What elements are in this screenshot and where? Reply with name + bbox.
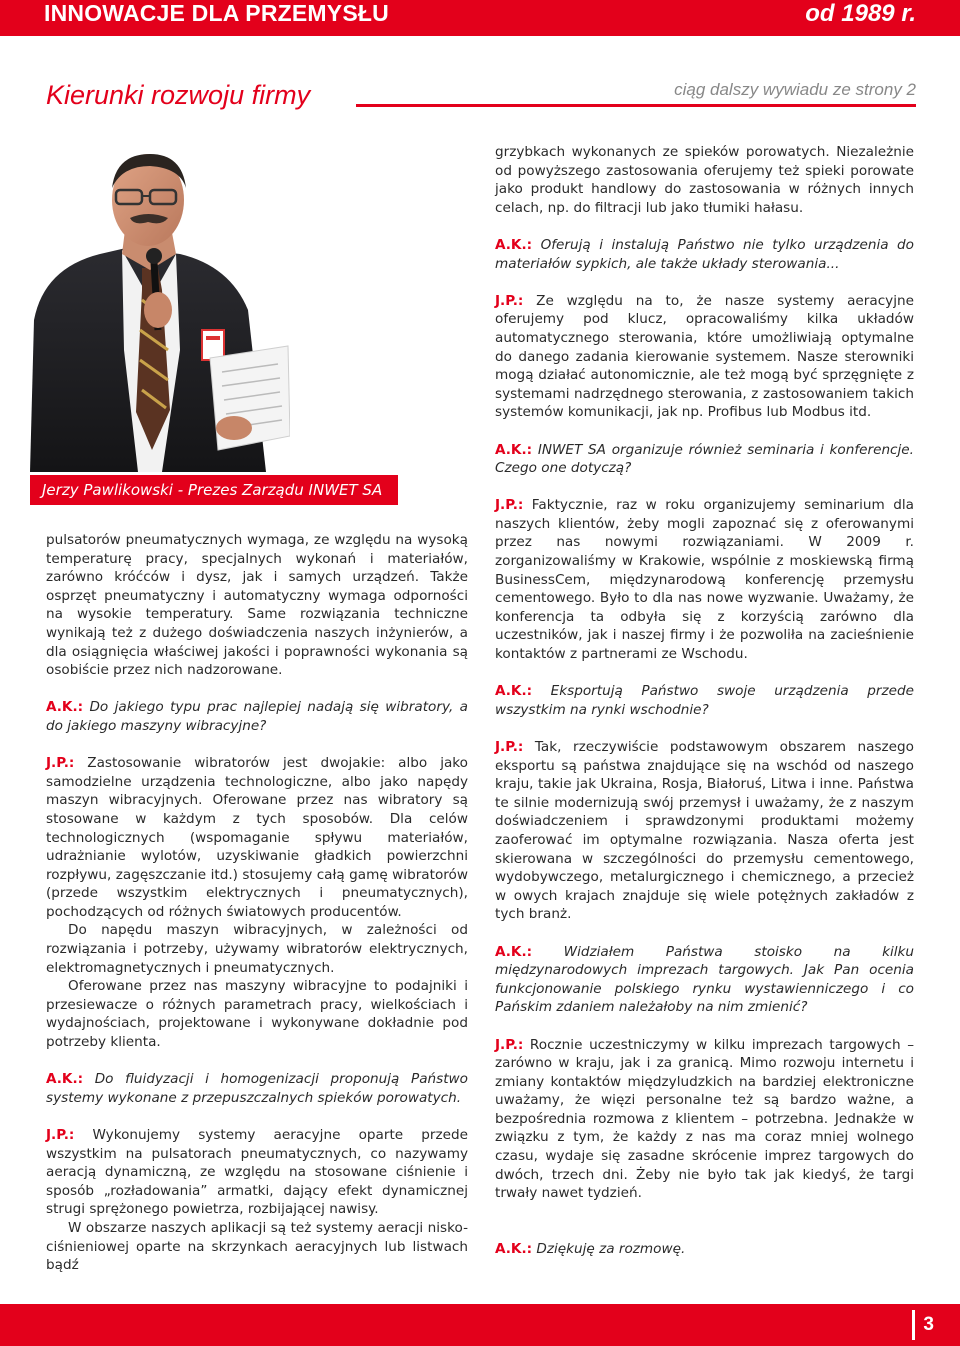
continued-note: ciąg dalszy wywiadu ze strony 2 [674, 80, 916, 99]
section-title: Kierunki rozwoju firmy [46, 80, 311, 110]
question [495, 236, 914, 273]
question-text: Do fluidyzacji i homogenizacji proponują Państwo systemy wykonane z przepuszczalnych spieków porowatych. [46, 1071, 468, 1106]
interviewee-label: J.P.: [46, 755, 75, 772]
question [46, 1070, 468, 1107]
interviewee-label: J.P.: [495, 292, 524, 309]
question [46, 698, 468, 735]
paragraph: pulsatorów pneumatycznych wymaga, ze względu na wysoką temperaturę pracy, specjalnych wykonań i materiałów, zarówno króćców i dysz, jak i samych urządzeń. Także osprzęt pneumatyczny i automatyczny wymaga odporności na wysokie temperatury. Same rozwiązania techniczne wynikają też z dużego doświadczenia naszych inżynierów, a dla osiągnięcia właściwej jakości i poprawności wykonania są osobiście przez nich nadzorowane. [46, 532, 468, 679]
footer-bar [0, 1304, 960, 1346]
interviewer-label: A.K.: [46, 699, 84, 716]
question [495, 441, 914, 478]
interviewer-label: A.K.: [495, 236, 533, 253]
answer [46, 1126, 468, 1219]
header-since: od 1989 r. [805, 0, 916, 27]
paragraph: Oferowane przez nas maszyny wibracyjne to podajniki i przesiewacze o różnych parametrach pracy, wielkościach i wydajnościach, projektowane i wykonywane dokładnie pod potrzeby klienta. [46, 978, 468, 1051]
photo-caption: Jerzy Pawlikowski - Prezes Zarządu INWET SA [30, 475, 398, 505]
question [495, 943, 914, 1017]
answer-text: Faktycznie, raz w roku organizujemy seminarium dla naszych klientów, żeby mogli zapoznać się z oferowanymi przez nas nowymi rozwiązaniami. W 2009 r. zorganizowaliśmy w Krakowie, wspólnie z moskiewską firmą BusinessCem, międzynarodową konferencję przemysłu cementowego. Było to dla nas nowe wyzwanie. Uważamy, że konferencja ta odbyła się z korzyścią zarówno dla uczestników, jak i naszej firmy i że pozwoliła na zacieśnienie kontaktów z partnerami ze Wschodu. [495, 497, 914, 663]
question-text: Do jakiego typu prac najlepiej nadają się wibratory, a do jakiego maszyny wibracyjne? [46, 699, 468, 734]
answer [495, 292, 914, 422]
answer [46, 754, 468, 921]
paragraph: Do napędu maszyn wibracyjnych, w zależności od rozwiązania i potrzeby, używamy wibratorów elektrycznych, elektromagnetycznych i pneumatycznych. [46, 922, 468, 976]
question-text: INWET SA organizuje również seminaria i konferencje. Czego one dotyczą? [495, 441, 914, 477]
interviewer-label: A.K.: [46, 1071, 84, 1088]
answer-text: Rocznie uczestniczymy w kilku imprezach targowych – zarówno w kraju, jak i za granicą. Mimo rozwoju internetu i zmiany kontaktów międzyludzkich na bardziej elektroniczne uważamy, że więzi personalne też są bardzo ważne, a bezpośrednia rozmowa z klientem – potrzebna. Jednakże w związku z tym, że każdy z nas ma coraz mniej wolnego czasu, wydaje się zasadne skrócenie imprez targowych do dwóch, trzech dni. Żeby nie było tak jak kiedyś, że targi trwały nawet tydzień. [495, 1036, 914, 1202]
question-text: Eksportują Państwo swoje urządzenia przede wszystkim na rynki wschodnie? [495, 683, 915, 718]
interviewer-label: A.K.: [495, 683, 533, 700]
answer-text: Ze względu na to, że nasze systemy aeracyjne oferujemy pod klucz, opracowaliśmy kilka układów automatycznego sterowania, które umożliwiają optymalne do danego zadania kierowanie systemem. Nasze sterowniki mogą działać autonomicznie, ale też mogą być sprzęgnięte z systemami nadrzędnego sterowania, z zastosowaniem takich systemów komunikacji, jak np. Profibus lub Modbus itd. [495, 292, 914, 421]
header-bar [0, 0, 960, 36]
interviewee-label: J.P.: [495, 1036, 524, 1053]
paragraph: W obszarze naszych aplikacji są też systemy aeracji nisko-ciśnieniowej oparte na skrzynkach aeracyjnych lub listwach bądź [46, 1219, 468, 1274]
left-column [46, 531, 468, 1275]
question-text: Oferują i instalują Państwo nie tylko urządzenia do materiałów sypkich, ale także układy sterowania... [495, 236, 914, 272]
interviewer-label: A.K.: [495, 441, 533, 458]
closing-remark [495, 1240, 914, 1259]
answer [495, 496, 914, 663]
right-column [495, 143, 914, 1277]
answer-text: Zastosowanie wibratorów jest dwojakie: albo jako samodzielne urządzenia technologiczne, albo jako napędy maszyn wibracyjnych. Oferowane przez nas wibratory są stosowane w każdym z tych sposobów. Dla celów technologicznych (wspomaganie spływu materiałów, udrażnianie wylotów, uzyskiwanie gładkich powierzchni rozpływu, zagęszczanie itd.) stosujemy całą gamę wibratorów (przede wszystkim elektrycznych i pneumatycznych), pochodzących od różnych światowych producentów. [46, 755, 469, 920]
page-number: 3 [912, 1310, 934, 1340]
question-text: Widziałem Państwa stoisko na kilku międzynarodowych imprezach targowych. Jak Pan ocenia funkcjonowanie polskiego rynku wystawienniczego i co Pańskim zdaniem należałoby na nim zmienić? [495, 943, 914, 1016]
portrait-photo [30, 150, 290, 472]
answer [495, 738, 914, 924]
answer-text: Tak, rzeczywiście podstawowym obszarem naszego eksportu są państwa znajdujące się na wschód od naszego kraju, takie jak Ukraina, Rosja, Białoruś, Litwa i inne. Państwa te silnie modernizują swój przemysł i uważamy, że z naszym doświadczeniem i sprawdzonymi produktami możemy zaoferować im optymalne rozwiązania. Nasza oferta jest skierowana w szczególności do przemysłu cementowego, wydobywczego, metalurgicznego i chemicznego, a przecież w owych krajach znajduje się wiele potężnych zakładów z tych branż. [495, 739, 914, 923]
answer [495, 1036, 914, 1203]
paragraph: grzybkach wykonanych ze spieków porowatych. Niezależnie od powyższego zastosowania oferujemy też spieki porowate jako produkt handlowy do zastosowania w różnych innych celach, np. do filtracji lub jako tłumiki hałasu. [495, 144, 914, 216]
interviewer-label: A.K.: [495, 1240, 533, 1257]
interviewee-label: J.P.: [495, 739, 524, 755]
title-rule [356, 104, 916, 107]
interviewee-label: J.P.: [495, 497, 524, 514]
question-text: Dziękuję za rozmowę. [536, 1240, 686, 1257]
answer-text: Wykonujemy systemy aeracyjne oparte przede wszystkim na pulsatorach pneumatycznych, co nazywamy aeracją dynamiczną, ze względu na stosowane ciśnienie i sposób „rozładowania” armatki, dający efekt dynamicznej strugi sprężonego powietrza, rozbijającej nawisy. [46, 1127, 468, 1218]
interviewee-label: J.P.: [46, 1127, 75, 1143]
header-title: INNOWACJE DLA PRZEMYSŁU [44, 0, 389, 26]
question [495, 682, 914, 719]
interviewer-label: A.K.: [495, 943, 533, 960]
